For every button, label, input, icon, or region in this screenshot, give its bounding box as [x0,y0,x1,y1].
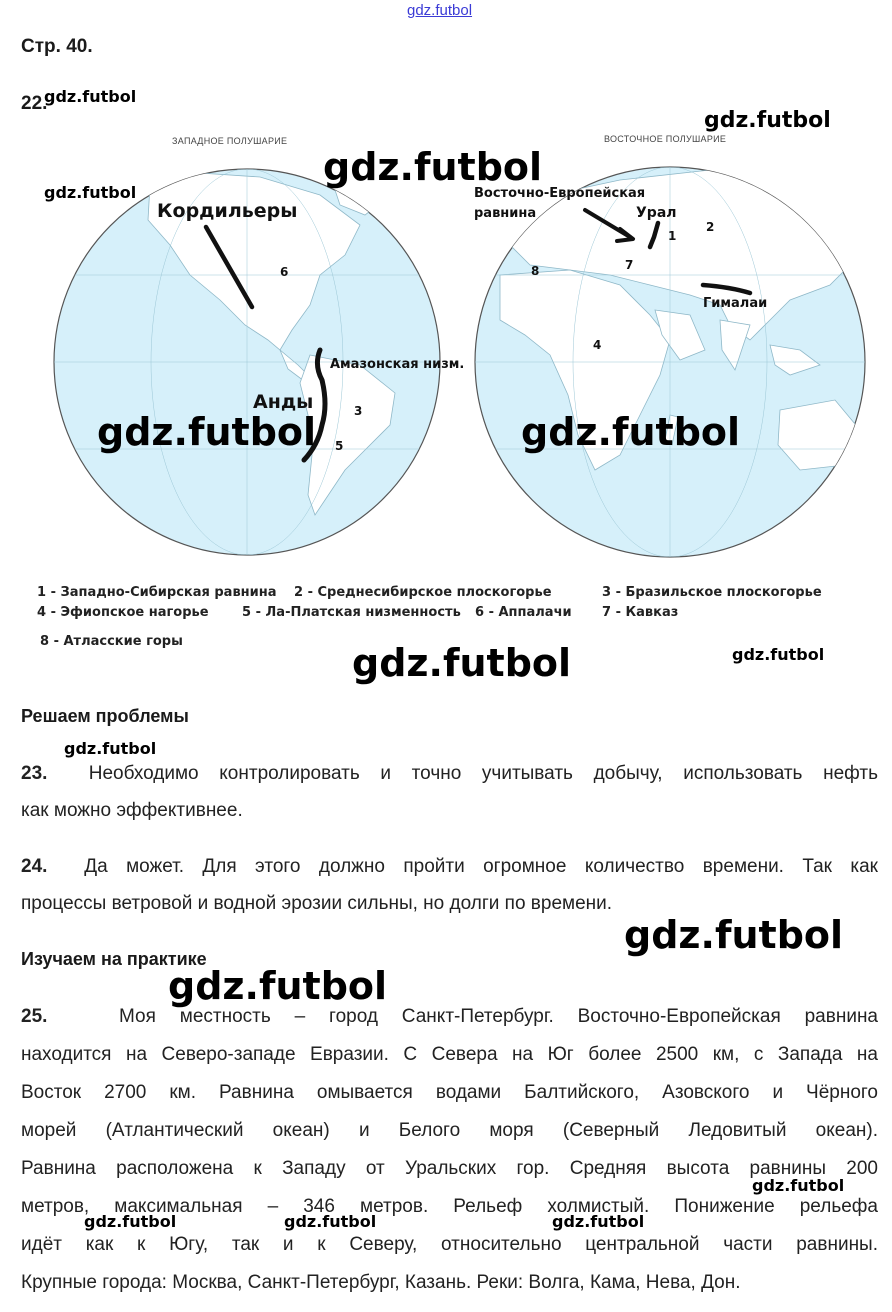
task-25-line-4: морей (Атлантический океан) и Белого моря (Северный Ледовитый океан). [21,1120,878,1141]
watermark: gdz.futbol [64,739,157,758]
task-25-line-2: находится на Северо-западе Евразии. С Севера на Юг более 2500 км, с Запада на [21,1044,878,1065]
watermark: gdz.futbol [84,1212,177,1231]
map-number-4: 4 [593,338,602,352]
watermark: gdz.futbol [704,108,831,133]
watermark: gdz.futbol [552,1212,645,1231]
map-number-2: 2 [706,220,715,234]
map-number-7: 7 [625,258,634,272]
task-25-line-6: метров, максимальная – 346 метров. Рельеф холмистый. Понижение рельефа [21,1196,878,1217]
watermark: gdz.futbol [44,183,137,202]
legend-item: 7 - Кавказ [602,605,679,620]
task-24-number: 24. [21,856,48,877]
map-number-5: 5 [335,439,344,453]
section-heading-problems: Решаем проблемы [21,706,189,726]
label-andes: Анды [253,391,314,413]
label-amazon: Амазонская низм. [330,357,465,372]
watermark: gdz.futbol [624,913,844,957]
task-25-line-5: Равнина расположена к Западу от Уральских гор. Средняя высота равнины 200 [21,1158,878,1179]
watermark: gdz.futbol [97,410,317,454]
label-ural: Урал [636,205,677,221]
watermark: gdz.futbol [168,964,388,1008]
task-22-number: 22. [21,93,48,114]
legend-item: 4 - Эфиопское нагорье [37,605,209,620]
task-25-line-7: идёт как к Югу, так и к Северу, относительно центральной части равнины. [21,1234,878,1255]
watermark: gdz.futbol [44,87,137,106]
task-25-line-8: Крупные города: Москва, Санкт-Петербург, Казань. Реки: Волга, Кама, Нева, Дон. [21,1272,741,1293]
label-himalayas: Гималаи [703,296,768,311]
watermark: gdz.futbol [352,641,572,685]
task-23-text: Необходимо контролировать и точно учитывать добычу, использовать нефть [88,763,878,784]
east-hemisphere-title: ВОСТОЧНОЕ ПОЛУШАРИЕ [604,134,727,144]
top-watermark-link[interactable]: gdz.futbol [407,2,473,19]
task-25-number: 25. [21,1006,48,1027]
task-25-line-1 [21,998,878,1036]
task-24-line-1 [21,848,878,886]
task-24-text: Да может. Для этого должно пройти огромное количество времени. Так как [84,856,878,877]
page-reference: Стр. 40. [21,36,93,57]
map-number-1: 1 [668,229,677,243]
legend-item: 3 - Бразильское плоскогорье [602,585,822,600]
watermark: gdz.futbol [732,645,825,664]
task-23-line-2: как можно эффективнее. [21,800,243,821]
map-number-6: 6 [280,265,289,279]
eastern-hemisphere [475,167,865,557]
legend-item: 2 - Среднесибирское плоскогорье [294,585,552,600]
section-heading-practice: Изучаем на практике [21,949,207,969]
task-23-number: 23. [21,763,48,784]
watermark: gdz.futbol [521,410,741,454]
legend-item: 5 - Ла-Платская низменность [242,605,461,620]
watermark: gdz.futbol [284,1212,377,1231]
label-cordilleras: Кордильеры [157,200,298,222]
label-east-european-1: Восточно-Европейская [474,186,646,201]
task-24-line-2: процессы ветровой и водной эрозии сильны, но долги по времени. [21,893,613,914]
hemispheres-map [30,125,875,565]
map-number-3: 3 [354,404,363,418]
legend-item: 6 - Аппалачи [475,605,572,620]
task-25-text: Моя местность – город Санкт-Петербург. Восточно-Европейская равнина [119,1006,878,1027]
legend-item: 8 - Атласские горы [40,634,183,649]
watermark: gdz.futbol [752,1176,845,1195]
legend-item: 1 - Западно-Сибирская равнина [37,585,277,600]
west-hemisphere-title: ЗАПАДНОЕ ПОЛУШАРИЕ [172,136,288,146]
task-25-line-3: Восток 2700 км. Равнина омывается водами Балтийского, Азовского и Чёрного [21,1082,878,1103]
watermark: gdz.futbol [323,145,543,189]
label-east-european-2: равнина [474,206,537,221]
map-number-8: 8 [531,264,540,278]
task-23-line-1 [21,755,878,793]
